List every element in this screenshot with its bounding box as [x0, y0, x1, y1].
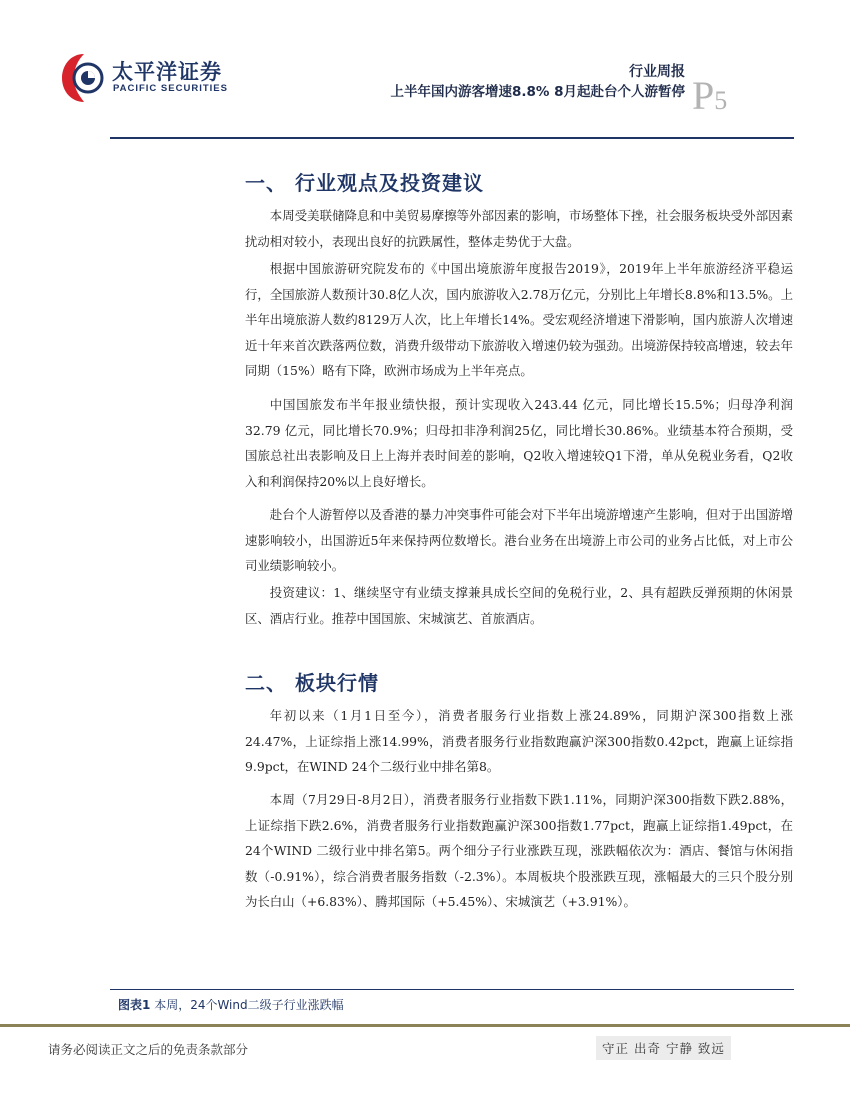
section-1-paragraph-5: 投资建议：1、继续坚守有业绩支撑兼具成长空间的免税行业，2、具有超跌反弹预期的休闲景区、酒店行业。推荐中国国旅、宋城演艺、首旅酒店。: [245, 585, 793, 626]
report-title: 上半年国内游客增速8.8% 8月起赴台个人游暂停: [390, 84, 685, 100]
company-logo: [60, 50, 310, 110]
section-heading-2: 二、 板块行情: [245, 671, 379, 695]
logo-chinese-name: 太平洋证券: [112, 60, 222, 84]
page-prefix: P: [692, 73, 715, 118]
figure-caption-bar: [110, 989, 794, 1018]
footer-disclaimer: 请务必阅读正文之后的免责条款部分: [48, 1042, 249, 1057]
figure-caption-text: 本周，24个Wind二级子行业涨跌幅: [154, 998, 344, 1012]
section-1-paragraph-3: 中国国旅发布半年报业绩快报，预计实现收入243.44 亿元，同比增长15.5%；归母净利润32.79 亿元，同比增长70.9%；归母扣非净利润25亿，同比增长30.86%。业绩基本符合预期，受国旅总社出表影响及日上上海并表时间差的影响，Q2收入增速较Q1下滑，单从免税业务看，Q2收入和利润保持20%以上良好增长。: [245, 397, 793, 489]
section-2-paragraph-2: 本周（7月29日-8月2日），消费者服务行业指数下跌1.11%，同期沪深300指数下跌2.88%，上证综指下跌2.6%，消费者服务行业指数跑赢沪深300指数1.77pct，跑赢上证综指1.49pct，在24个WIND 二级行业中排名第5。两个细分子行业涨跌互现，涨跌幅依次为：酒店、餐馆与休闲指数（-0.91%），综合消费者服务指数（-2.3%）。本周板块个股涨跌互现，涨幅最大的三只个股分别为长白山（+6.83%）、腾邦国际（+5.45%）、宋城演艺（+3.91%）。: [245, 792, 793, 909]
section-1-paragraph-1: 本周受美联储降息和中美贸易摩擦等外部因素的影响，市场整体下挫，社会服务板块受外部因素扰动相对较小，表现出良好的抗跌属性，整体走势优于大盘。: [245, 208, 793, 249]
page-number-value: 5: [714, 86, 728, 115]
header-divider: [110, 137, 794, 139]
figure-label: 图表1: [118, 998, 151, 1012]
page-number: [692, 72, 727, 119]
section-1-paragraph-4: 赴台个人游暂停以及香港的暴力冲突事件可能会对下半年出境游增速产生影响，但对于出国游增速影响较小，出国游近5年来保持两位数增长。港台业务在出境游上市公司的业务占比低，对上市公司业绩影响较小。: [245, 507, 793, 573]
figure-caption: [118, 996, 344, 1013]
section-1-paragraph-2: 根据中国旅游研究院发布的《中国出境旅游年度报告2019》，2019年上半年旅游经济平稳运行，全国旅游人数预计30.8亿人次，国内旅游收入2.78万亿元，分别比上年增长8.8%和13.5%。上半年出境旅游人数约8129万人次，比上年增长14%。受宏观经济增速下滑影响，国内旅游人次增速近十年来首次跌落两位数，消费升级带动下旅游收入增速仍较为强劲。出境游保持较高增速，较去年同期（15%）略有下降，欧洲市场成为上半年亮点。: [245, 261, 793, 378]
footer-motto: 守正 出奇 宁静 致远: [596, 1036, 731, 1060]
logo-english-name: PACIFIC SECURITIES: [113, 83, 228, 94]
page-header: [0, 0, 850, 140]
footer-divider: [0, 1024, 850, 1027]
pacific-logo-icon: [60, 50, 108, 106]
section-heading-1: 一、 行业观点及投资建议: [245, 171, 484, 195]
section-2-paragraph-1: 年初以来（1月1日至今），消费者服务行业指数上涨24.89%，同期沪深300指数上涨24.47%，上证综指上涨14.99%，消费者服务行业指数跑赢沪深300指数0.42pct，跑赢上证综指9.9pct，在WIND 24个二级行业中排名第8。: [245, 708, 793, 774]
report-type: 行业周报: [629, 64, 685, 80]
